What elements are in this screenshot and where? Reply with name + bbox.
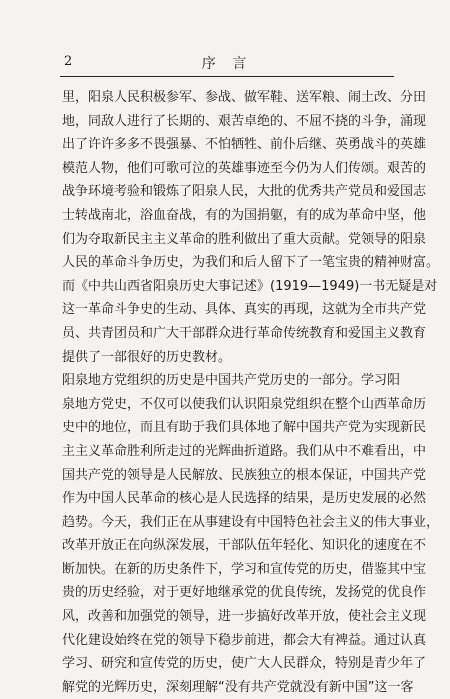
- text-line: 贵的历史经验，对于更好地继承党的优良传统，发扬党的优良作: [62, 585, 427, 601]
- text-line: 学习、研究和宣传党的历史，使广大人民群众，特别是青少年了: [62, 656, 427, 672]
- text-line: 模范人物，他们可歌可泣的英雄事迹至今仍为人们传颂。艰苦的: [62, 160, 427, 176]
- text-line: 战争环境考验和锻炼了阳泉人民，大批的优秀共产党员和爱国志: [62, 184, 427, 200]
- text-line: 阳泉地方党组织的历史是中国共产党历史的一部分。学习阳: [62, 373, 401, 389]
- text-line: 人民的革命斗争历史，为我们和后人留下了一笔宝贵的精神财富。: [62, 255, 440, 271]
- text-line: 们为夺取新民主主义革命的胜利做出了重大贡献。党领导的阳泉: [62, 231, 427, 247]
- text-line: 解党的光辉历史，深刻理解“没有共产党就没有新中国”这一客: [62, 679, 414, 695]
- body-text: [62, 86, 440, 699]
- text-line: 断加快。在新的历史条件下，学习和宣传党的历史，借鉴其中宝: [62, 561, 427, 577]
- header-rule: [60, 76, 394, 77]
- running-title: 序 言: [201, 56, 253, 72]
- text-line: 提供了一部很好的历史教材。: [62, 349, 232, 365]
- paragraph-1: [62, 86, 440, 369]
- text-line: 员、共青团员和广大干部群众进行革命传统教育和爱国主义教育: [62, 325, 427, 341]
- text-line: 士转战南北，浴血奋战，有的为国捐躯，有的成为革命中坚，他: [62, 207, 427, 223]
- page-number: 2: [64, 54, 73, 69]
- text-line: 史中的地位，而且有助于我们具体地了解中国共产党为实现新民: [62, 420, 427, 436]
- paragraph-2: [62, 369, 440, 699]
- text-line: 代化建设始终在党的领导下稳步前进，都会大有裨益。通过认真: [62, 632, 427, 648]
- text-line: 改革开放正在向纵深发展，干部队伍年轻化、知识化的速度在不: [62, 538, 427, 554]
- text-line: 地，同敌人进行了长期的、艰苦卓绝的、不屈不挠的斗争，涌现: [62, 113, 427, 129]
- text-line: 而《中共山西省阳泉历史大事记述》(1919—1949)一书无疑是对: [62, 278, 438, 294]
- text-line: 风，改善和加强党的领导，进一步搞好改革开放，使社会主义现: [62, 609, 427, 625]
- text-line: 国共产党的领导是人民解放、民族独立的根本保证，中国共产党: [62, 467, 427, 483]
- text-line: 出了许许多多不畏强暴、不怕牺牲、前仆后继、英勇战斗的英雄: [62, 137, 427, 153]
- page-header: [62, 52, 392, 74]
- text-line: 泉地方党史，不仅可以使我们认识阳泉党组织在整个山西革命历: [62, 396, 427, 412]
- text-line: 主主义革命胜利所走过的光辉曲折道路。我们从中不难看出，中: [62, 443, 427, 459]
- text-line: 作为中国人民革命的核心是人民选择的结果，是历史发展的必然: [62, 491, 427, 507]
- text-line: 这一革命斗争史的生动、具体、真实的再现，这就为全市共产党: [62, 302, 427, 318]
- text-line: 里，阳泉人民积极参军、参战、做军鞋、送军粮、闹土改、分田: [62, 90, 427, 105]
- text-line: 趋势。今天，我们正在从事建设有中国特色社会主义的伟大事业，: [62, 514, 440, 530]
